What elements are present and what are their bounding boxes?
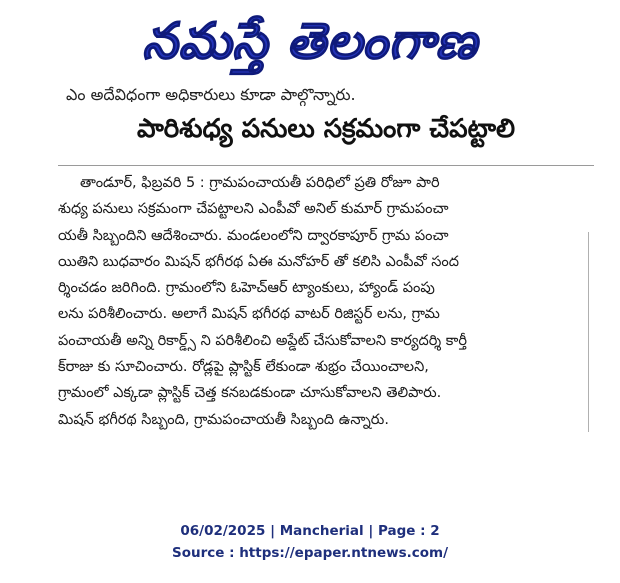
article-line: యితిని బుధవారం మిషన్ భగీరథ ఏఈ మనోహర్ తో కలిసి ఎంపీవో సంద [58,253,460,270]
article-line: శుధ్య పనులు సక్రమంగా చేపట్టాలని ఎంపీవో అనిల్ కుమార్ గ్రామపంచా [58,201,449,218]
masthead-title: నమస్తే తెలంగాణ [142,12,478,70]
article-line: ర్శించడం జరిగింది. గ్రామంలోని ఓహెచ్ఆర్ ట్యాంకులు, హ్యాండ్ పంపు [58,280,435,297]
article-body [58,170,570,433]
source-link[interactable]: Source : https://epaper.ntnews.com/ [171,545,449,561]
newspaper-masthead [0,0,620,95]
article-line: లను పరిశీలించారు. అలాగే మిషన్ భగీరథ వాటర్ రిజిస్టర్ లను, గ్రామ [58,306,440,323]
article-line: పంచాయతీ అన్ని రికార్డ్స్ ని పరిశీలించి అప్డేట్ చేసుకోవాలని కార్యదర్శి కార్తీ [58,332,467,349]
article-line: మిషన్ భగీరథ సిబ్బంది, గ్రామపంచాయతీ సిబ్బంది ఉన్నారు. [58,411,389,428]
previous-article-cut-line: ఎం అదేవిధంగా అధికారులు కూడా పాల్గొన్నారు. [66,85,356,104]
article-line: గ్రామంలో ఎక్కడా ప్లాస్టిక్ చెత్త కనబడకుండా చూసుకోవాలని తెలిపారు. [58,385,442,402]
headline-divider [58,165,594,166]
article-headline: పారిశుధ్య పనులు సక్రమంగా చేపట్టాలి [136,114,516,144]
publication-info: 06/02/2025 | Mancherial | Page : 2 [180,523,440,539]
article-line: యతీ సిబ్బందిని ఆదేశించారు. మండలంలోని ద్వారకాపూర్ గ్రామ పంచా [58,227,449,244]
article-clipping [58,85,594,434]
article-line: తాండూర్, ఫిబ్రవరి 5 : గ్రామపంచాయతీ పరిధిలో ప్రతి రోజూ పారి [80,175,440,191]
column-divider [588,232,589,432]
article-line: క్‌రాజు కు సూచించారు. రోడ్లపై ప్లాస్టిక్ లేకుండా శుభ్రం చేయించాలని, [58,359,429,376]
